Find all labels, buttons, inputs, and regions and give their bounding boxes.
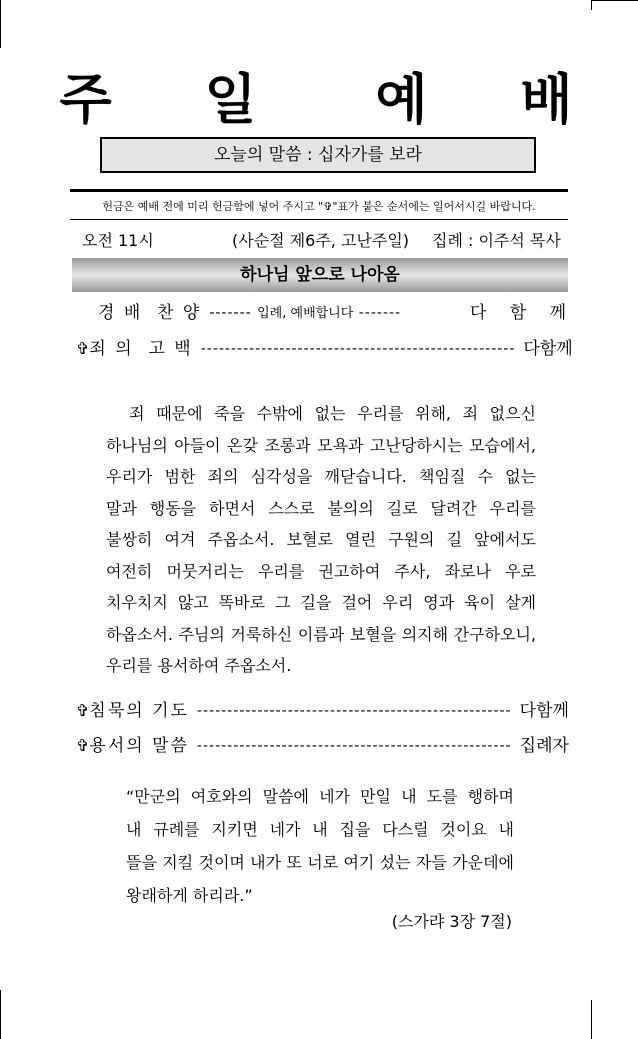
order-name: 용서의 말씀 bbox=[89, 736, 189, 756]
divider-thin bbox=[70, 219, 568, 220]
order-who-2: 함 bbox=[536, 701, 553, 721]
order-middle: 입례, 예배합니다 bbox=[257, 305, 354, 321]
order-name: 경 배 찬 양 bbox=[98, 303, 202, 323]
sermon-title: 오늘의 말씀 : 십자가를 보라 bbox=[214, 145, 422, 165]
order-who bbox=[520, 732, 569, 760]
scripture-line: 뜰을 지킬 것이며 내가 또 너로 여기 섰는 자들 가운데에 bbox=[126, 853, 514, 872]
order-who-3: 께 bbox=[549, 303, 566, 323]
order-who-1: 집 bbox=[519, 736, 537, 756]
order-name: 침묵의 기도 bbox=[89, 701, 189, 721]
crop-mark-bottom-left bbox=[0, 990, 1, 1039]
page-title bbox=[0, 68, 638, 132]
order-row-silent-prayer bbox=[76, 697, 569, 725]
crop-mark-top-right-h bbox=[591, 0, 638, 1]
order-who-2: 함 bbox=[539, 339, 557, 359]
order-who-2: 례 bbox=[536, 736, 553, 756]
title-char-1: 주 bbox=[59, 68, 118, 131]
crop-mark-top-right bbox=[591, 0, 592, 10]
confession-line: 우리를 용서하여 주옵소서. bbox=[106, 656, 292, 675]
service-time: 오전 11시 bbox=[82, 231, 154, 250]
confession-line: 불쌍히 여겨 주옵소서. 보혈로 열린 구원의 길 앞에서도 bbox=[106, 530, 536, 549]
liturgical-season: (사순절 제6주, 고난주일) bbox=[232, 231, 410, 250]
title-char-4: 배 bbox=[520, 68, 579, 131]
crop-mark-bottom-right bbox=[591, 1000, 592, 1039]
scripture-line: 내 규례를 지키면 네가 내 집을 다스릴 것이요 내 bbox=[126, 820, 514, 839]
confession-line: 죄 때문에 죽을 수밖에 없는 우리를 위해, 죄 없으신 bbox=[106, 404, 536, 423]
confession-line: 여전히 머뭇거리는 우리를 권고하여 주사, 좌로나 우로 bbox=[106, 561, 536, 581]
scripture-line: 왕래하게 하리라.” bbox=[126, 886, 253, 905]
confession-line: 하옵소서. 주님의 거룩하신 이름과 보혈을 의지해 간구하오니, bbox=[106, 624, 536, 644]
order-who-1: 다 bbox=[523, 339, 540, 359]
dotted-leader: ------- 입례, 예배합니다 ------- bbox=[209, 304, 402, 321]
confession-prayer bbox=[106, 398, 536, 682]
confession-line: 치우치지 않고 똑바로 그 길을 걸어 우리 영과 육이 살게 bbox=[106, 593, 536, 612]
order-who-3: 자 bbox=[552, 736, 569, 756]
scripture-quote bbox=[126, 780, 514, 912]
order-who-1: 다 bbox=[519, 701, 537, 721]
cross-icon: ✞ bbox=[76, 339, 90, 358]
crop-mark-top-left bbox=[0, 0, 1, 48]
notice-text: 헌금은 예배 전에 미리 헌금함에 넣어 주시고 "✞"표가 붙은 순서에는 일어서시길 바랍니다. bbox=[102, 200, 536, 213]
order-who-1: 다 bbox=[470, 303, 487, 323]
confession-line: 하나님의 아들이 온갖 조롱과 모욕과 고난당하시는 모습에서, bbox=[106, 435, 536, 455]
order-who-2: 함 bbox=[509, 303, 527, 323]
section-banner bbox=[72, 258, 568, 292]
divider-thick bbox=[70, 189, 568, 192]
order-row-praise bbox=[76, 299, 566, 327]
cross-icon: ✞ bbox=[76, 736, 90, 755]
scripture-reference: (스가랴 3장 7절) bbox=[391, 912, 512, 931]
dotted-leader: ---------------------------------------------------- bbox=[200, 341, 516, 357]
title-char-3: 예 bbox=[375, 68, 434, 131]
confession-line: 우리가 범한 죄의 심각성을 깨닫습니다. 책임질 수 없는 bbox=[106, 467, 536, 486]
confession-line: 말과 행동을 하면서 스스로 불의의 길로 달려간 우리를 bbox=[106, 498, 536, 518]
officiant: 집례 : 이주석 목사 bbox=[432, 231, 561, 250]
dotted-leader: ---------------------------------------------------- bbox=[196, 738, 512, 754]
section-title: 하나님 앞으로 나아옴 bbox=[240, 265, 400, 285]
scripture-line: “만군의 여호와의 말씀에 네가 만일 내 도를 행하며 bbox=[126, 787, 514, 806]
order-who bbox=[523, 335, 572, 363]
cross-icon: ✞ bbox=[76, 701, 90, 720]
order-who-3: 께 bbox=[552, 701, 569, 721]
order-row-absolution bbox=[76, 732, 569, 760]
order-row-confession bbox=[76, 335, 573, 363]
order-name: 죄 의 고 백 bbox=[89, 339, 193, 359]
dotted-leader: ---------------------------------------------------- bbox=[196, 703, 512, 719]
order-who bbox=[470, 299, 566, 327]
order-who-3: 께 bbox=[556, 339, 573, 359]
order-who bbox=[520, 697, 569, 725]
sermon-title-box bbox=[100, 137, 536, 173]
title-char-2: 일 bbox=[204, 68, 263, 131]
